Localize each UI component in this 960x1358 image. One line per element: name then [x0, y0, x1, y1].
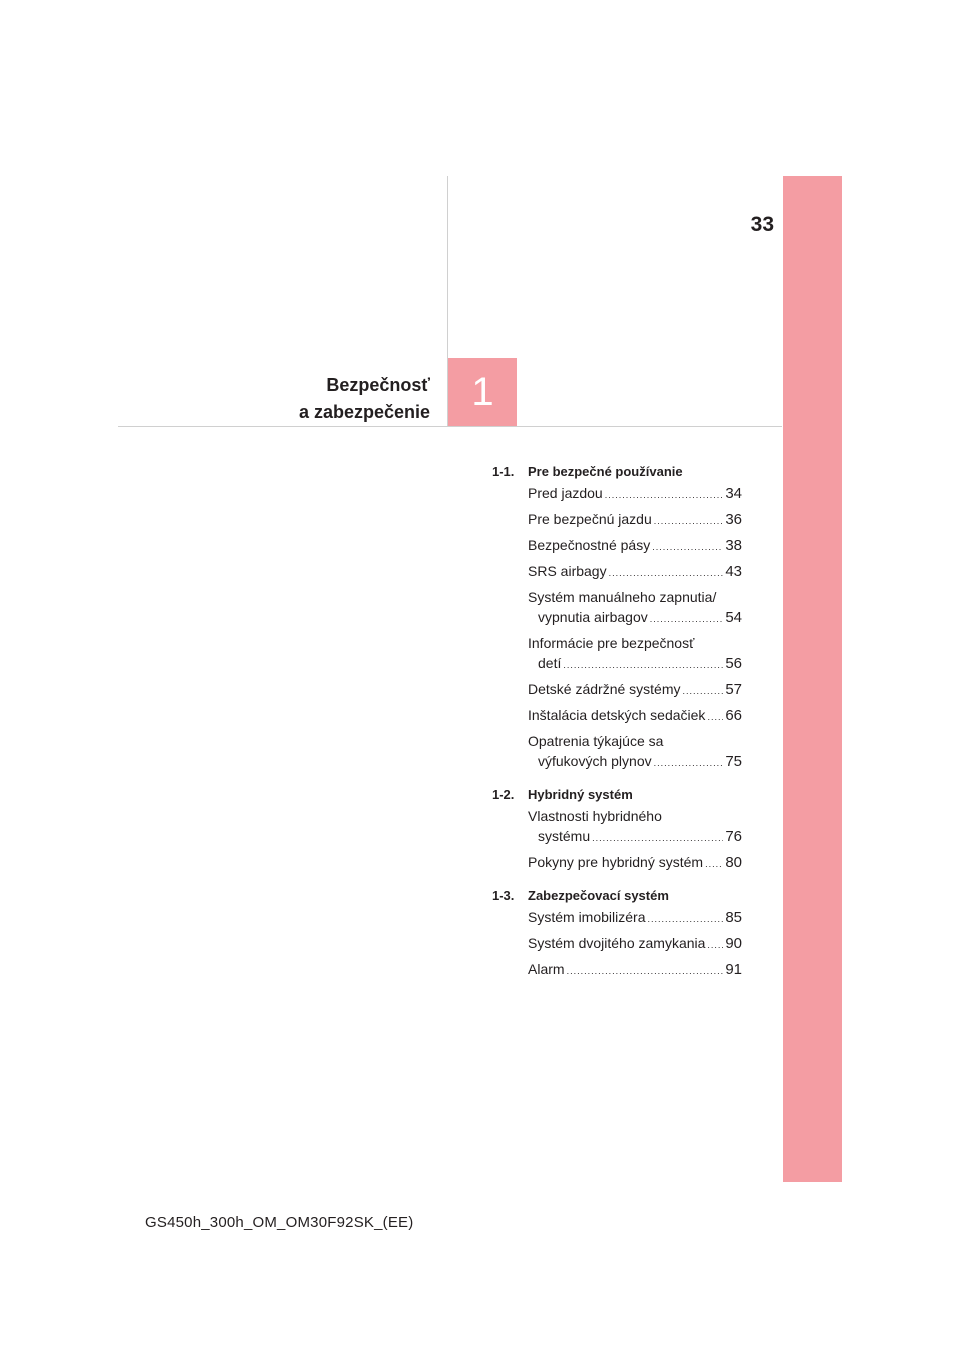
dot-leader — [647, 909, 723, 929]
chapter-tab-band — [783, 176, 842, 1182]
toc-entry-text: Detské zádržné systémy — [528, 681, 681, 697]
toc-page-number: 80 — [725, 854, 742, 871]
toc-entry[interactable] — [528, 633, 742, 675]
toc-page-number: 57 — [725, 681, 742, 698]
toc-entry[interactable] — [528, 933, 742, 955]
dot-leader — [567, 961, 724, 981]
dot-leader — [683, 681, 724, 701]
toc-entry-text: Bezpečnostné pásy — [528, 537, 651, 553]
dot-leader — [707, 707, 723, 727]
toc-entry[interactable] — [528, 907, 742, 929]
chapter-title — [299, 372, 430, 426]
toc-section-title: Pre bezpečné používanie — [528, 464, 683, 479]
toc-page-number: 66 — [725, 707, 742, 724]
toc-page-number: 34 — [725, 485, 742, 502]
toc-section-number: 1-3. — [492, 888, 515, 903]
table-of-contents — [492, 458, 742, 982]
toc-page-number: 75 — [725, 753, 742, 770]
toc-section-title: Hybridný systém — [528, 787, 633, 802]
toc-page-number: 54 — [725, 609, 742, 626]
toc-entry[interactable] — [528, 852, 742, 874]
footer-code: GS450h_300h_OM_OM30F92SK_(EE) — [145, 1214, 414, 1231]
chapter-number-box: 1 — [448, 358, 517, 426]
dot-leader — [707, 935, 723, 955]
toc-page-number: 91 — [725, 961, 742, 978]
chapter-title-line: a zabezpečenie — [298, 402, 430, 422]
toc-entry-text: Systém imobilizéra — [528, 909, 646, 925]
toc-section-heading — [492, 781, 742, 802]
dot-leader — [654, 511, 724, 531]
toc-entry-text: Opatrenia týkajúce sa — [528, 733, 664, 749]
toc-entry-text: systému — [538, 828, 591, 844]
dot-leader — [650, 609, 724, 629]
chapter-title-line: Bezpečnosť — [326, 375, 430, 395]
dot-leader — [705, 854, 723, 874]
toc-page-number: 36 — [725, 511, 742, 528]
horizontal-divider — [118, 426, 782, 427]
toc-entry[interactable] — [528, 483, 742, 505]
toc-section-heading — [492, 882, 742, 903]
toc-page-number: 90 — [725, 935, 742, 952]
dot-leader — [609, 563, 724, 583]
toc-entry-text: detí — [538, 655, 562, 671]
toc-entry[interactable] — [528, 705, 742, 727]
toc-entry-text: Alarm — [528, 961, 565, 977]
toc-entry[interactable] — [528, 959, 742, 981]
toc-entry-text: Systém dvojitého zamykania — [528, 935, 706, 951]
toc-section-heading — [492, 458, 742, 479]
toc-section-number: 1-1. — [492, 464, 515, 479]
toc-page-number: 43 — [725, 563, 742, 580]
dot-leader — [563, 655, 723, 675]
toc-entry-text: Vlastnosti hybridného — [528, 808, 662, 824]
toc-section-number: 1-2. — [492, 787, 515, 802]
toc-entry-text: SRS airbagy — [528, 563, 607, 579]
dot-leader — [652, 537, 723, 557]
toc-entry[interactable] — [528, 561, 742, 583]
dot-leader — [605, 485, 724, 505]
toc-page-number: 85 — [725, 909, 742, 926]
toc-entry[interactable] — [528, 731, 742, 773]
toc-entry-text: Systém manuálneho zapnutia/ — [528, 589, 717, 605]
toc-entry-text: výfukových plynov — [538, 753, 652, 769]
toc-entry[interactable] — [528, 587, 742, 629]
toc-section-title: Zabezpečovací systém — [528, 888, 669, 903]
toc-page-number: 56 — [725, 655, 742, 672]
toc-entry-text: Pred jazdou — [528, 485, 603, 501]
dot-leader — [654, 753, 724, 773]
toc-entry-text: Informácie pre bezpečnosť — [528, 635, 695, 651]
toc-page-number: 38 — [725, 537, 742, 554]
dot-leader — [592, 828, 723, 848]
toc-entry[interactable] — [528, 535, 742, 557]
toc-entry[interactable] — [528, 509, 742, 531]
page-number: 33 — [750, 213, 774, 236]
toc-entry-text: Pre bezpečnú jazdu — [528, 511, 652, 527]
toc-entry-text: vypnutia airbagov — [538, 609, 648, 625]
toc-entry[interactable] — [528, 806, 742, 848]
toc-entry-text: Pokyny pre hybridný systém — [528, 854, 704, 870]
toc-entry[interactable] — [528, 679, 742, 701]
toc-entry-text: Inštalácia detských sedačiek — [528, 707, 706, 723]
toc-page-number: 76 — [725, 828, 742, 845]
